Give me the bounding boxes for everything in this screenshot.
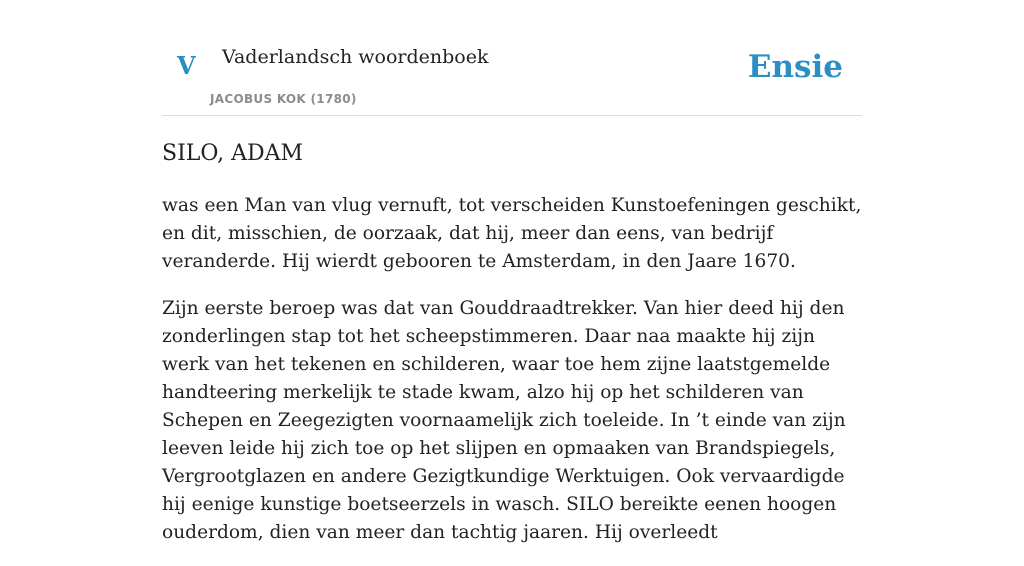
- entry-paragraph: Zijn eerste beroep was dat van Gouddraadtrekker. Van hier deed hij den zonderlingen stap tot het scheepstimmeren. Daar naa maakte hij zijn werk van het tekenen en schilderen, waar toe hem zijne laatstgemelde handteering merkelijk te stade kwam, alzo hij op het schilderen van Schepen en Zeegezigten voornaamelijk zich toeleide. In ’t einde van zijn leeven leide hij zich toe op het slijpen en opmaaken van Brandspiegels, Vergrootglazen en andere Gezigtkundige Werktuigen. Ook vervaardigde hij eenige kunstige boetseerzels in wasch. SILO bereikte eenen hoogen ouderdom, dien van meer dan tachtig jaaren. Hij overleedt: [162, 298, 846, 543]
- header: [162, 30, 862, 116]
- entry-title: SILO, ADAM: [162, 141, 304, 166]
- book-title-link[interactable]: Vaderlandsch woordenboek: [222, 46, 489, 68]
- entry-body: [162, 192, 862, 566]
- ensie-logo[interactable]: Ensie: [747, 49, 843, 85]
- book-author: JACOBUS KOK (1780): [210, 92, 357, 106]
- entry-paragraph: was een Man van vlug vernuft, tot verscheiden Kunstoefeningen geschikt, en dit, misschien, de oorzaak, dat hij, meer dan eens, van bedrijf veranderde. Hij wierdt gebooren te Amsterdam, in den Jaare 1670.: [162, 195, 862, 272]
- letter-index-link[interactable]: V: [177, 51, 196, 80]
